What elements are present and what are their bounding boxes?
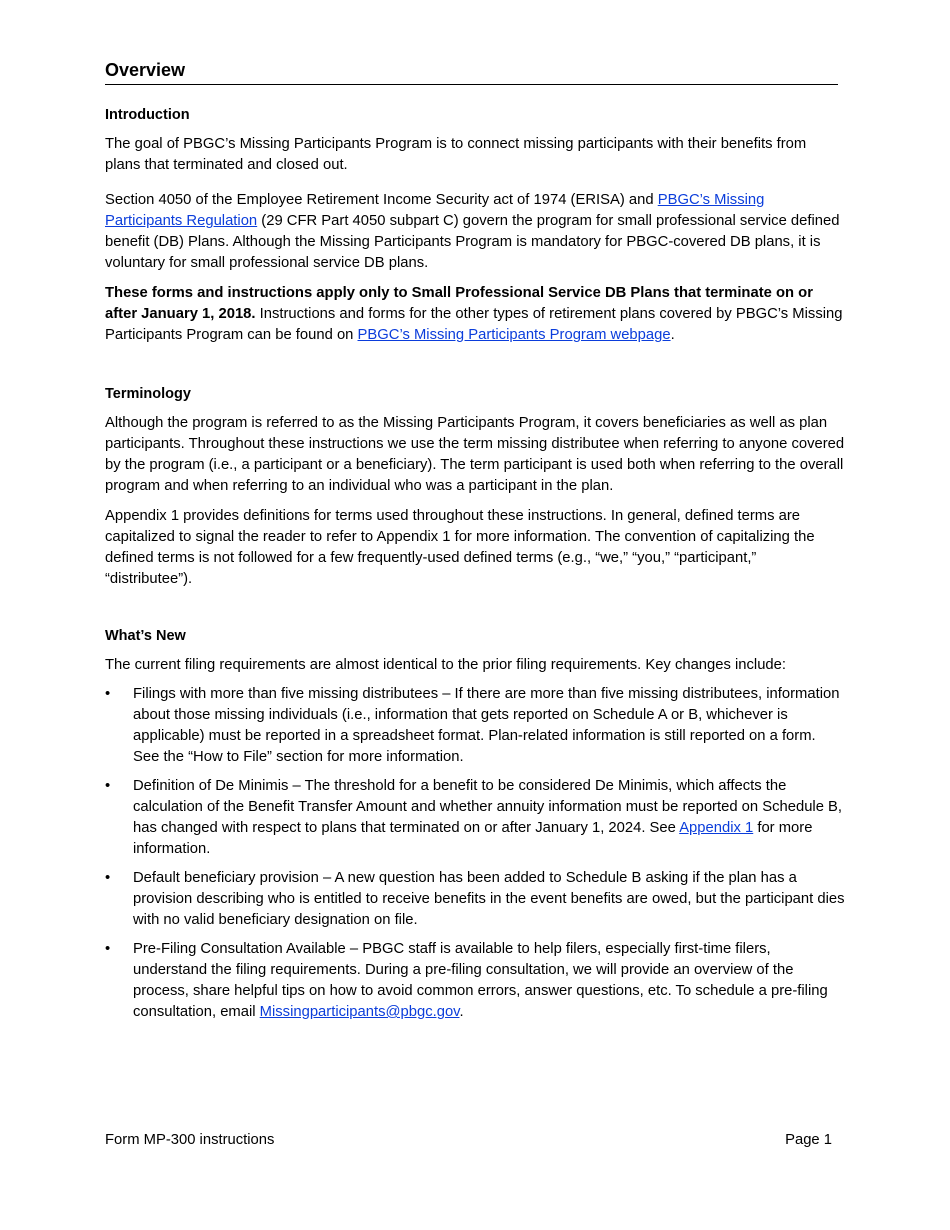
document-page: [105, 58, 845, 1023]
bullet-icon: •: [105, 686, 111, 702]
list-item: [105, 939, 845, 1023]
terminology-heading: Terminology: [105, 386, 191, 402]
whats-new-intro: The current filing requirements are almost identical to the prior filing requirements. Key changes include:: [105, 657, 786, 673]
bullet-icon: •: [105, 870, 111, 886]
footer-form-name: Form MP-300 instructions: [105, 1132, 275, 1148]
introduction-paragraph-2: [105, 190, 845, 274]
introduction-heading: Introduction: [105, 107, 190, 123]
introduction-paragraph-2-text-b: (29 CFR Part 4050 subpart C) govern the program for small professional service defined benefit (DB) Plans. Although the Missing Participants Program is mandatory for PBGC-covered DB plans, it is voluntary for small professional service DB plans.: [105, 213, 840, 271]
program-webpage-link[interactable]: PBGC’s Missing Participants Program webpage: [357, 327, 671, 343]
whats-new-heading: What’s New: [105, 628, 186, 644]
bullet-icon: •: [105, 778, 111, 794]
introduction-paragraph-3-end: .: [670, 327, 675, 343]
appendix-1-link[interactable]: Appendix 1: [679, 820, 754, 836]
missing-participants-regulation-link[interactable]: PBGC’s Missing Participants Regulation: [105, 192, 765, 229]
list-item: [105, 776, 845, 860]
introduction-paragraph-3-text: Instructions and forms for the other types of retirement plans covered by PBGC’s Missing Participants Program can be found on: [105, 306, 843, 343]
list-item: [105, 868, 845, 931]
list-item-text: Default beneficiary provision – A new question has been added to Schedule B asking if the plan has a provision describing who is entitled to receive benefits in the event benefits are owed, but the participant dies with no valid beneficiary designation on file.: [133, 870, 845, 928]
whats-new-list: [105, 684, 845, 1023]
list-item: [105, 684, 845, 768]
introduction-paragraph-2-text-a: Section 4050 of the Employee Retirement Income Security act of 1974 (ERISA) and: [105, 192, 658, 208]
list-item-text-end: .: [459, 1004, 464, 1020]
bullet-icon: •: [105, 941, 111, 957]
terminology-paragraph-2: Appendix 1 provides definitions for terms used throughout these instructions. In general, defined terms are capitalized to signal the reader to refer to Appendix 1 for more information. The convention of capitalizing the defined terms is not followed for a few frequently-used defined terms (e.g., “we,” “you,” “participant,” “distributee”).: [105, 508, 815, 587]
introduction-paragraph-1: The goal of PBGC’s Missing Participants Program is to connect missing participants with their benefits from plans that terminated and closed out.: [105, 136, 807, 173]
list-item-text-end: for more information.: [133, 820, 813, 857]
email-link[interactable]: Missingparticipants@pbgc.gov: [259, 1004, 460, 1020]
page-title: Overview: [105, 58, 838, 85]
list-item-text: Pre-Filing Consultation Available – PBGC staff is available to help filers, especially first-time filers, understand the filing requirements. During a pre-filing consultation, we will provide an overview of the process, share helpful tips on how to avoid common errors, answer questions, etc. To schedule a pre-filing consultation, email: [133, 941, 828, 1020]
list-item-text: Filings with more than five missing distributees – If there are more than five missing distributees, information about those missing individuals (i.e., information that gets reported on Schedule A or B, whichever is applicable) must be reported in a spreadsheet format. Plan-related information is still reported on a form. See the “How to File” section for more information.: [133, 686, 840, 765]
page-footer: [105, 1130, 832, 1151]
introduction-paragraph-3: [105, 283, 845, 346]
page-number: Page 1: [785, 1132, 832, 1148]
list-item-text: Definition of De Minimis – The threshold for a benefit to be considered De Minimis, which affects the calculation of the Benefit Transfer Amount and whether annuity information must be reported on Schedule B, has changed with respect to plans that terminated on or after January 1, 2024. See: [133, 778, 843, 836]
applicability-statement: These forms and instructions apply only to Small Professional Service DB Plans that terminate on or after January 1, 2018.: [105, 285, 813, 322]
terminology-paragraph-1: Although the program is referred to as the Missing Participants Program, it covers beneficiaries as well as plan participants. Throughout these instructions we use the term missing distributee when referring to anyone covered by the program (i.e., a participant or a beneficiary). The term participant is used both when referring to the overall program and when referring to an individual who was a participant in the plan.: [105, 415, 845, 494]
